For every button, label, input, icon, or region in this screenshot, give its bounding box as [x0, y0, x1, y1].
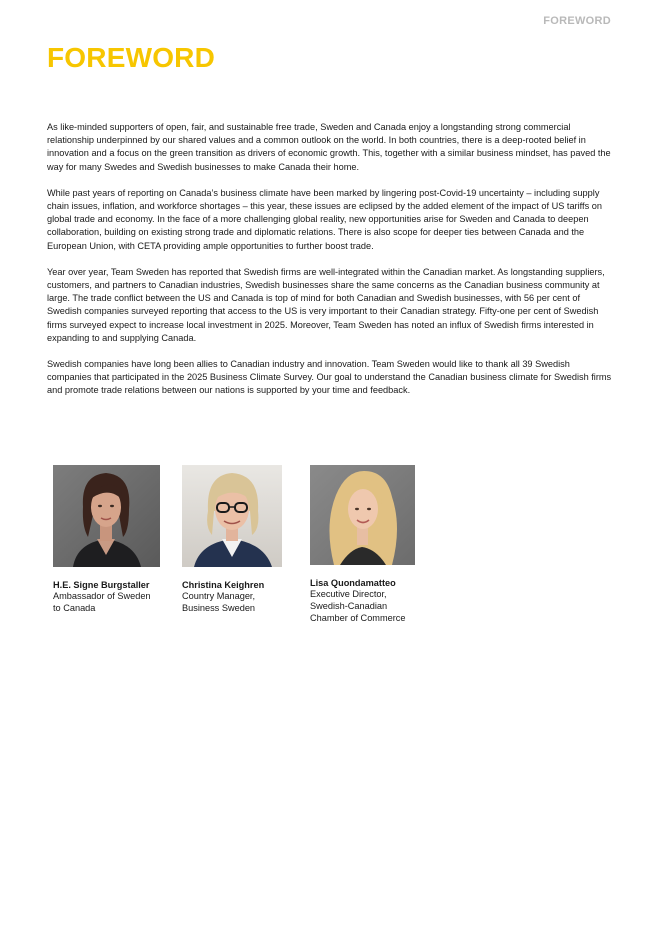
signatory-card: [182, 465, 292, 615]
signatory-role: Ambassador of Sweden: [53, 591, 151, 601]
signatory-name: Christina Keighren: [182, 580, 265, 590]
paragraph: While past years of reporting on Canada’s business climate have been marked by lingering post-Covid-19 uncertainty – including supply chain issues, inflation, and workforce shortages – this year, these issues are eclipsed by the added element of the impact of US tariffs on global trade and economy. In the face of a more challenging global reality, new opportunities arise for Sweden and Canada to deepen collaboration, building on existing strong trade and diplomatic relations. There is also scope for deeper ties between Canada and the European Union, with CETA providing ample opportunities to further boost trade.: [47, 187, 602, 251]
running-header: FOREWORD: [543, 15, 611, 27]
signatory-role: Business Sweden: [182, 602, 256, 613]
portrait-photo: [53, 465, 160, 567]
paragraph: Year over year, Team Sweden has reported that Swedish firms are well-integrated within the Canadian market. As longstanding suppliers, customers, and partners to Canadian industries, Swedish businesses share the same concerns as the Canadian business community at large. The trade conflict between the US and Canada is top of mind for both Canadian and Swedish businesses, with 56 per cent of Swedish companies surveyed reporting that access to the US is very important to their Canadian strategy. Fifty-one per cent of Swedish firms surveyed expect to increase local investment in 2025. Moreover, Team Sweden has noted an influx of Swedish firms interested in expanding to and supplying Canada.: [47, 266, 605, 343]
signatory-name: H.E. Signe Burgstaller: [53, 580, 150, 590]
signatory-role: to Canada: [53, 602, 96, 613]
page-title: FOREWORD: [47, 42, 216, 73]
signatory-role: Country Manager,: [182, 591, 256, 601]
signatory-card: [53, 465, 173, 615]
signatory-card: [310, 465, 430, 624]
signatory-role: Executive Director,: [310, 589, 387, 599]
signatory-role: Swedish-Canadian: [310, 600, 388, 611]
foreword-body: [47, 121, 615, 411]
paragraph: As like-minded supporters of open, fair, and sustainable free trade, Sweden and Canada enjoy a longstanding strong commercial relationship underpinned by our shared values and a common outlook on the world. In both countries, there is a deep-rooted belief in innovation and a focus on the green transition as drivers of economic growth. This, together with a similar business mindset, has paved the way for many Swedes and Swedish businesses to make Canada their home.: [47, 122, 611, 172]
portrait-photo: [310, 465, 415, 565]
signatory-name: Lisa Quondamatteo: [310, 578, 396, 588]
signatory-role: Chamber of Commerce: [310, 612, 406, 623]
paragraph: Swedish companies have long been allies to Canadian industry and innovation. Team Sweden would like to thank all 39 Swedish companies that participated in the 2025 Business Climate Survey. Our goal to understand the Canadian business climate for Swedish firms and promote trade relations between our nations is supported by your time and feedback.: [47, 359, 612, 396]
portrait-photo: [182, 465, 282, 567]
